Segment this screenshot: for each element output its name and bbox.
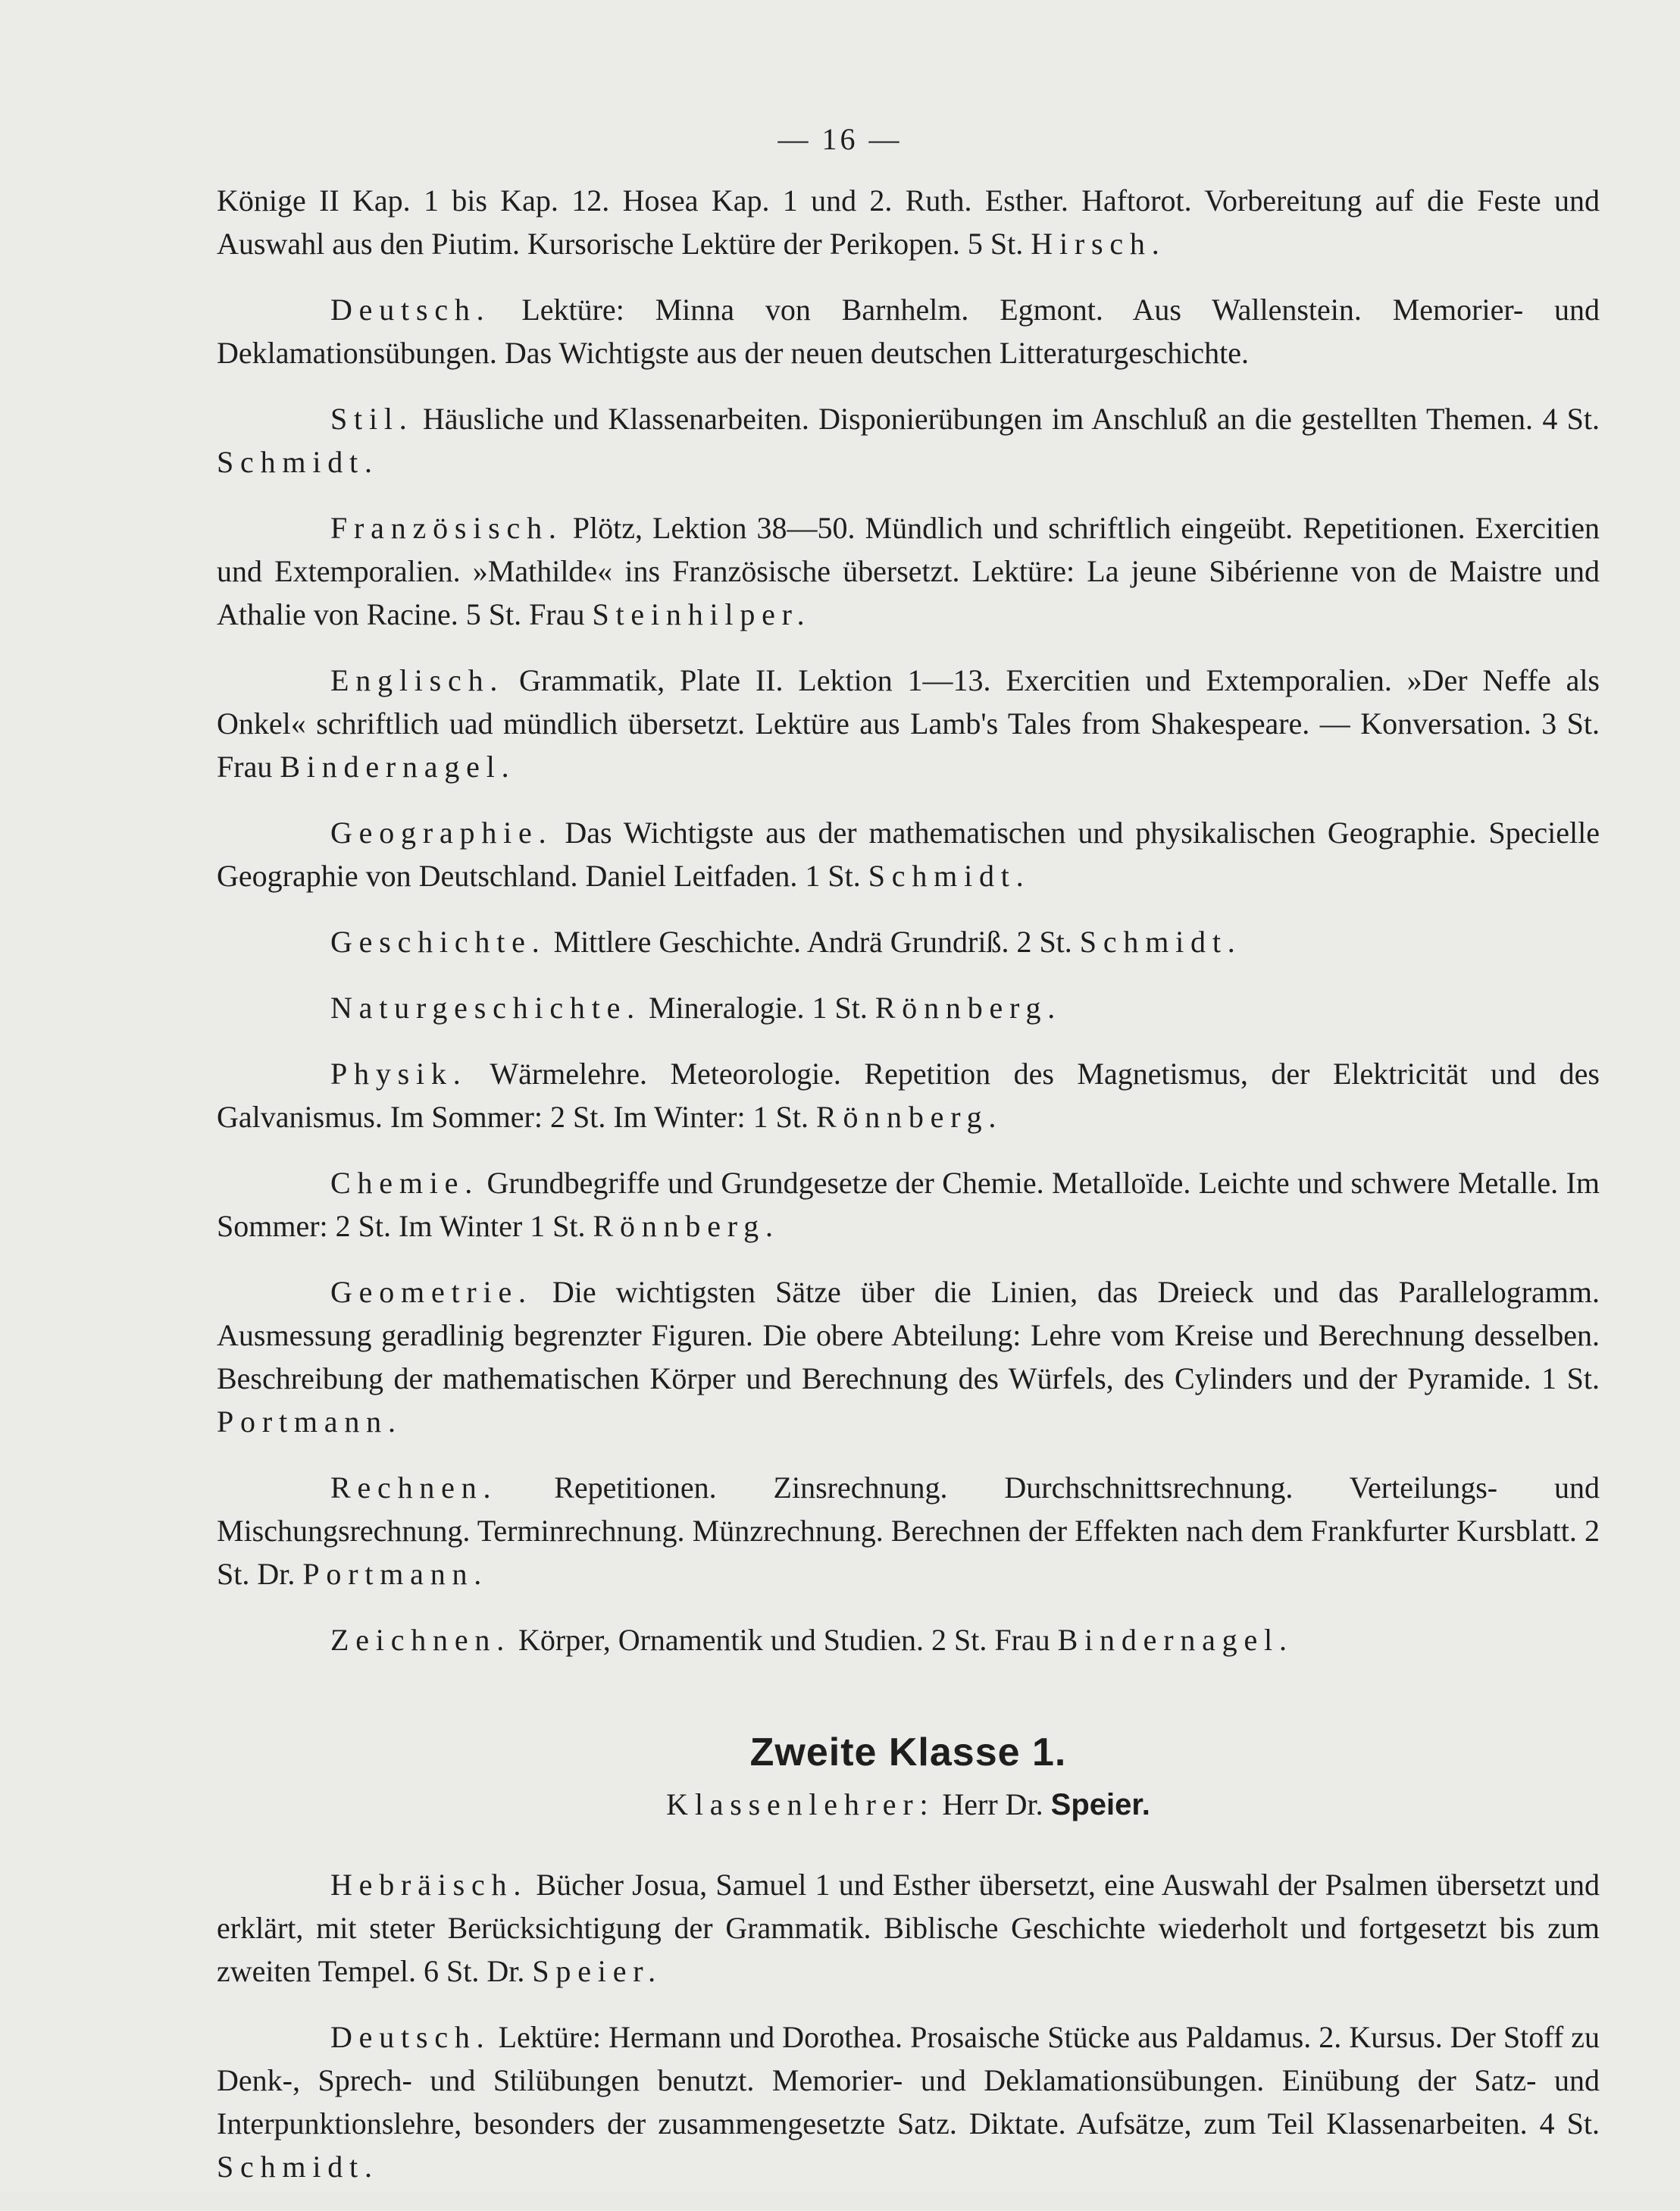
syllabus-paragraph: [217, 659, 1600, 788]
class-teacher-name: Speier.: [1050, 1788, 1150, 1821]
upper-class-syllabus: [217, 179, 1600, 1661]
teacher-name: Schmidt.: [217, 2150, 379, 2184]
teacher-name: Rönnberg.: [815, 1100, 1003, 1134]
teacher-name: Rönnberg.: [874, 991, 1062, 1025]
subject-description: Körper, Ornamentik und Studien. 2 St. Frau: [518, 1623, 1050, 1657]
subject-description: Grundbegriffe und Grundgesetze der Chemie. Metalloïde. Leichte und schwere Metalle. Im Sommer: 2 St. Im Winter 1 St.: [217, 1166, 1600, 1243]
subject-description: Plötz, Lektion 38—50. Mündlich und schriftlich eingeübt. Repetitionen. Exercitien und Extemporalien. »Mathilde« ins Französische übersetzt. Lektüre: La jeune Sibérienne von de Maistre und Athalie von Racine. 5 St. Frau: [217, 511, 1600, 631]
syllabus-paragraph: [217, 397, 1600, 484]
subject-name: Geographie.: [330, 816, 553, 850]
class-teacher-label: Klassenlehrer:: [666, 1787, 935, 1821]
subject-description: Mittlere Geschichte. Andrä Grundriß. 2 St.: [553, 925, 1072, 959]
syllabus-paragraph: [217, 1270, 1600, 1443]
subject-name: Hebräisch.: [330, 1868, 528, 1902]
subject-name: Chemie.: [330, 1166, 480, 1200]
teacher-name: Steinhilper.: [592, 597, 812, 631]
subject-description: Mineralogie. 1 St.: [648, 991, 868, 1025]
class-teacher-title: Herr Dr.: [942, 1787, 1043, 1821]
second-class-syllabus: [217, 1863, 1600, 2188]
teacher-name: Speier.: [532, 1954, 662, 1988]
syllabus-paragraph: [217, 2015, 1600, 2188]
subject-name: Geschichte.: [330, 925, 546, 959]
syllabus-paragraph: [217, 1052, 1600, 1138]
teacher-name: Portmann.: [217, 1405, 402, 1439]
subject-name: Stil.: [330, 402, 414, 436]
subject-name: Deutsch.: [330, 2020, 491, 2054]
subject-description: Lektüre: Minna von Barnhelm. Egmont. Aus Wallenstein. Memorier- und Deklamationsübungen. Das Wichtigste aus der neuen deutschen Litteraturgeschichte.: [217, 293, 1600, 370]
subject-name: Englisch.: [330, 663, 505, 697]
syllabus-paragraph: [217, 506, 1600, 636]
teacher-name: Schmidt.: [1079, 925, 1242, 959]
subject-name: Geometrie.: [330, 1275, 533, 1309]
subject-description: Die wichtigsten Sätze über die Linien, das Dreieck und das Parallelogramm. Ausmessung geradlinig begrenzter Figuren. Die obere Abteilung: Lehre vom Kreise und Berechnung desselben. Beschreibung der mathematischen Körper und Berechnung des Würfels, des Cylinders und der Pyramide. 1 St.: [217, 1275, 1600, 1395]
subject-description: Häusliche und Klassenarbeiten. Disponierübungen im Anschluß an die gestellten Themen. 4 St.: [422, 402, 1600, 436]
subject-name: Zeichnen.: [330, 1623, 512, 1657]
syllabus-paragraph: [217, 1618, 1600, 1661]
teacher-name: Portmann.: [302, 1557, 489, 1591]
teacher-name: Rönnberg.: [593, 1209, 780, 1243]
subject-name: Physik.: [330, 1057, 468, 1091]
syllabus-paragraph: [217, 1161, 1600, 1248]
syllabus-paragraph: [217, 179, 1600, 265]
subject-description: Könige II Kap. 1 bis Kap. 12. Hosea Kap. 1 und 2. Ruth. Esther. Haftorot. Vorbereitung auf die Feste und Auswahl aus den Piutim. Kursorische Lektüre der Perikopen. 5 St.: [217, 183, 1600, 261]
teacher-name: Schmidt.: [868, 859, 1031, 893]
subject-description: Grammatik, Plate II. Lektion 1—13. Exercitien und Extemporalien. »Der Neffe als Onkel« schriftlich uad mündlich übersetzt. Lektüre aus Lamb's Tales from Shakespeare. — Konversation. 3 St. Frau: [217, 663, 1600, 784]
subject-name: Französisch.: [330, 511, 563, 545]
subject-description: Das Wichtigste aus der mathematischen und physikalischen Geographie. Specielle Geographie von Deutschland. Daniel Leitfaden. 1 St.: [217, 816, 1600, 893]
page-content: [217, 179, 1600, 2211]
syllabus-paragraph: [217, 1466, 1600, 1596]
syllabus-paragraph: [217, 811, 1600, 897]
class-teacher-line: [217, 1783, 1600, 1827]
subject-name: Rechnen.: [330, 1470, 498, 1505]
teacher-name: Schmidt.: [217, 445, 379, 479]
syllabus-paragraph: [217, 920, 1600, 963]
teacher-name: Bindernagel.: [280, 750, 516, 784]
section-heading: Zweite Klasse 1.: [749, 1730, 1067, 1774]
page-number: — 16 —: [777, 122, 903, 156]
syllabus-paragraph: [217, 1863, 1600, 1993]
teacher-name: Hirsch.: [1031, 227, 1166, 261]
syllabus-paragraph: [217, 986, 1600, 1029]
subject-description: Lektüre: Hermann und Dorothea. Prosaische Stücke aus Paldamus. 2. Kursus. Der Stoff zu Denk-, Sprech- und Stilübungen benutzt. Memorier- und Deklamationsübungen. Einübung der Satz- und Interpunktionslehre, besonders der zusammengesetzte Satz. Diktate. Aufsätze, zum Teil Klassenarbeiten. 4 St.: [217, 2020, 1600, 2141]
subject-name: Deutsch.: [330, 293, 491, 327]
subject-name: Naturgeschichte.: [330, 991, 641, 1025]
syllabus-paragraph: [217, 288, 1600, 374]
teacher-name: Bindernagel.: [1057, 1623, 1294, 1657]
subject-description: Repetitionen. Zinsrechnung. Durchschnittsrechnung. Verteilungs- und Mischungsrechnung. Terminrechnung. Münzrechnung. Berechnen der Effekten nach dem Frankfurter Kursblatt. 2 St. Dr.: [217, 1470, 1600, 1591]
subject-description: Wärmelehre. Meteorologie. Repetition des Magnetismus, der Elektricität und des Galvanismus. Im Sommer: 2 St. Im Winter: 1 St.: [217, 1057, 1600, 1134]
subject-description: Bücher Josua, Samuel 1 und Esther übersetzt, eine Auswahl der Psalmen übersetzt und erklärt, mit steter Berücksichtigung der Grammatik. Biblische Geschichte wiederholt und fortgesetzt bis zum zweiten Tempel. 6 St. Dr.: [217, 1868, 1600, 1988]
